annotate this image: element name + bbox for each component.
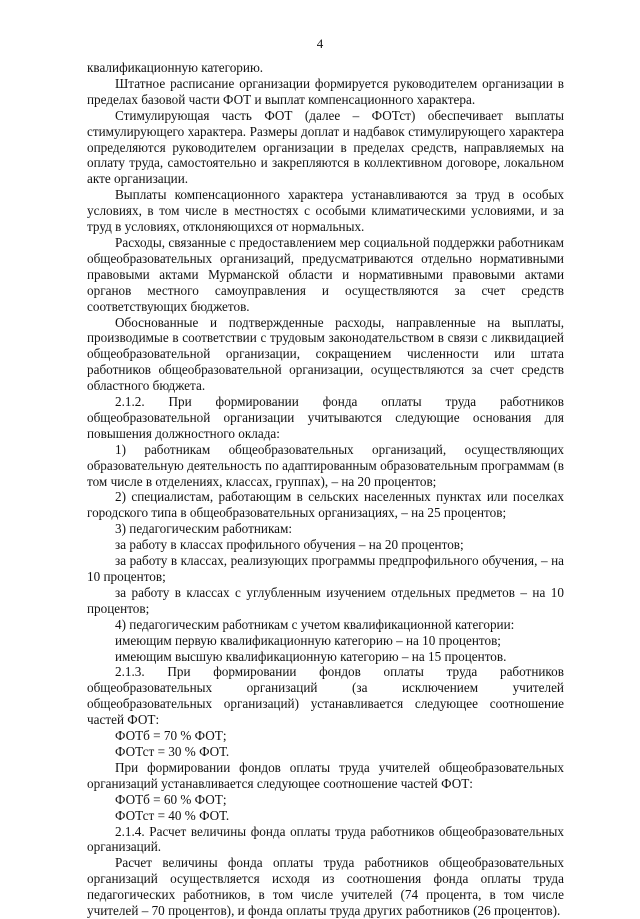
paragraph-staff-schedule: Штатное расписание организации формируется руководителем организации в пределах базовой части ФОТ и выплат компенсационного характера. <box>87 75 564 107</box>
paragraph-section-2-1-2: 2.1.2. При формировании фонда оплаты труда работников общеобразовательной организации учитываются следующие основания для повышения должностного оклада: <box>87 394 564 441</box>
list-item-3-pedagogical-workers: 3) педагогическим работникам: <box>115 521 293 537</box>
paragraph-justified-expenses: Обоснованные и подтвержденные расходы, направленные на выплаты, производимые в соответствии с трудовым законодательством в связи с ликвидацией общеобразовательной организации, сокращением численности или штата работников общеобразовательной организации, осуществляются за счет средств областного бюджета. <box>87 314 564 394</box>
page-number: 4 <box>316 36 324 51</box>
paragraph-social-support-expenses: Расходы, связанные с предоставлением мер социальной поддержки работникам общеобразовательных организаций, предусматриваются отдельно нормативными правовыми актами Мурманской области и нормативными правовыми актами органов местного самоуправления и осуществляются за счет средств соответствующих бюджетов. <box>87 234 564 314</box>
list-subitem-in-depth-classes: за работу в классах с углубленным изучением отдельных предметов – на 10 процентов; <box>87 584 564 616</box>
formula-fotst-30: ФОТст = 30 % ФОТ. <box>115 743 230 759</box>
paragraph-category-continuation: квалификационную категорию. <box>87 60 264 75</box>
formula-fotb-60: ФОТб = 60 % ФОТ; <box>115 791 227 807</box>
paragraph-compensation-payments: Выплаты компенсационного характера устанавливаются за труд в особых условиях, в том числе в местностях с особыми климатическими условиями, и за труд в условиях, отклоняющихся от нормальных. <box>87 187 564 235</box>
paragraph-fot-calculation: Расчет величины фонда оплаты труда работников общеобразовательных организаций осуществляется исходя из соотношения фонда оплаты труда педагогических работников, в том числе учителей (74 процента, в том числе учителей – 70 процентов), и фонда оплаты труда других работников (26 процентов). <box>87 855 564 919</box>
list-item-2-rural-specialists: 2) специалистам, работающим в сельских населенных пунктах или поселках городского типа в общеобразовательных организациях, – на 25 процентов; <box>87 489 564 521</box>
list-item-4-qualification-category: 4) педагогическим работникам с учетом квалификационной категории: <box>115 616 515 632</box>
list-item-1-adapted-programs: 1) работникам общеобразовательных организаций, осуществляющих образовательную деятельность по адаптированным образовательным программам (в том числе в отделениях, классах, группах), – на 20 процентов; <box>87 441 564 489</box>
list-subitem-profile-classes: за работу в классах профильного обучения – на 20 процентов; <box>115 537 464 553</box>
list-subitem-first-category: имеющим первую квалификационную категорию – на 10 процентов; <box>115 632 501 648</box>
paragraph-teachers-fot-ratio: При формировании фондов оплаты труда учителей общеобразовательных организаций устанавливается следующее соотношение частей ФОТ: <box>87 759 564 791</box>
document-body <box>87 60 564 919</box>
paragraph-section-2-1-4: 2.1.4. Расчет величины фонда оплаты труда работников общеобразовательных организаций. <box>87 823 564 855</box>
paragraph-section-2-1-3: 2.1.3. При формировании фондов оплаты труда работников общеобразовательных организаций (за исключением учителей общеобразовательных организаций) устанавливается следующее соотношение частей ФОТ: <box>87 664 564 728</box>
formula-fotb-70: ФОТб = 70 % ФОТ; <box>115 728 227 744</box>
formula-fotst-40: ФОТст = 40 % ФОТ. <box>115 807 230 823</box>
paragraph-stimulating-part: Стимулирующая часть ФОТ (далее – ФОТст) обеспечивает выплаты стимулирующего характера. Размеры доплат и надбавок стимулирующего характера определяются руководителем организации в пределах средств, направляемых на оплату труда, самостоятельно и закрепляются в коллективном договоре, локальном акте организации. <box>87 107 564 187</box>
list-subitem-highest-category: имеющим высшую квалификационную категорию – на 15 процентов. <box>115 648 507 664</box>
list-subitem-pre-profile-classes: за работу в классах, реализующих программы предпрофильного обучения, – на 10 процентов; <box>87 553 564 584</box>
